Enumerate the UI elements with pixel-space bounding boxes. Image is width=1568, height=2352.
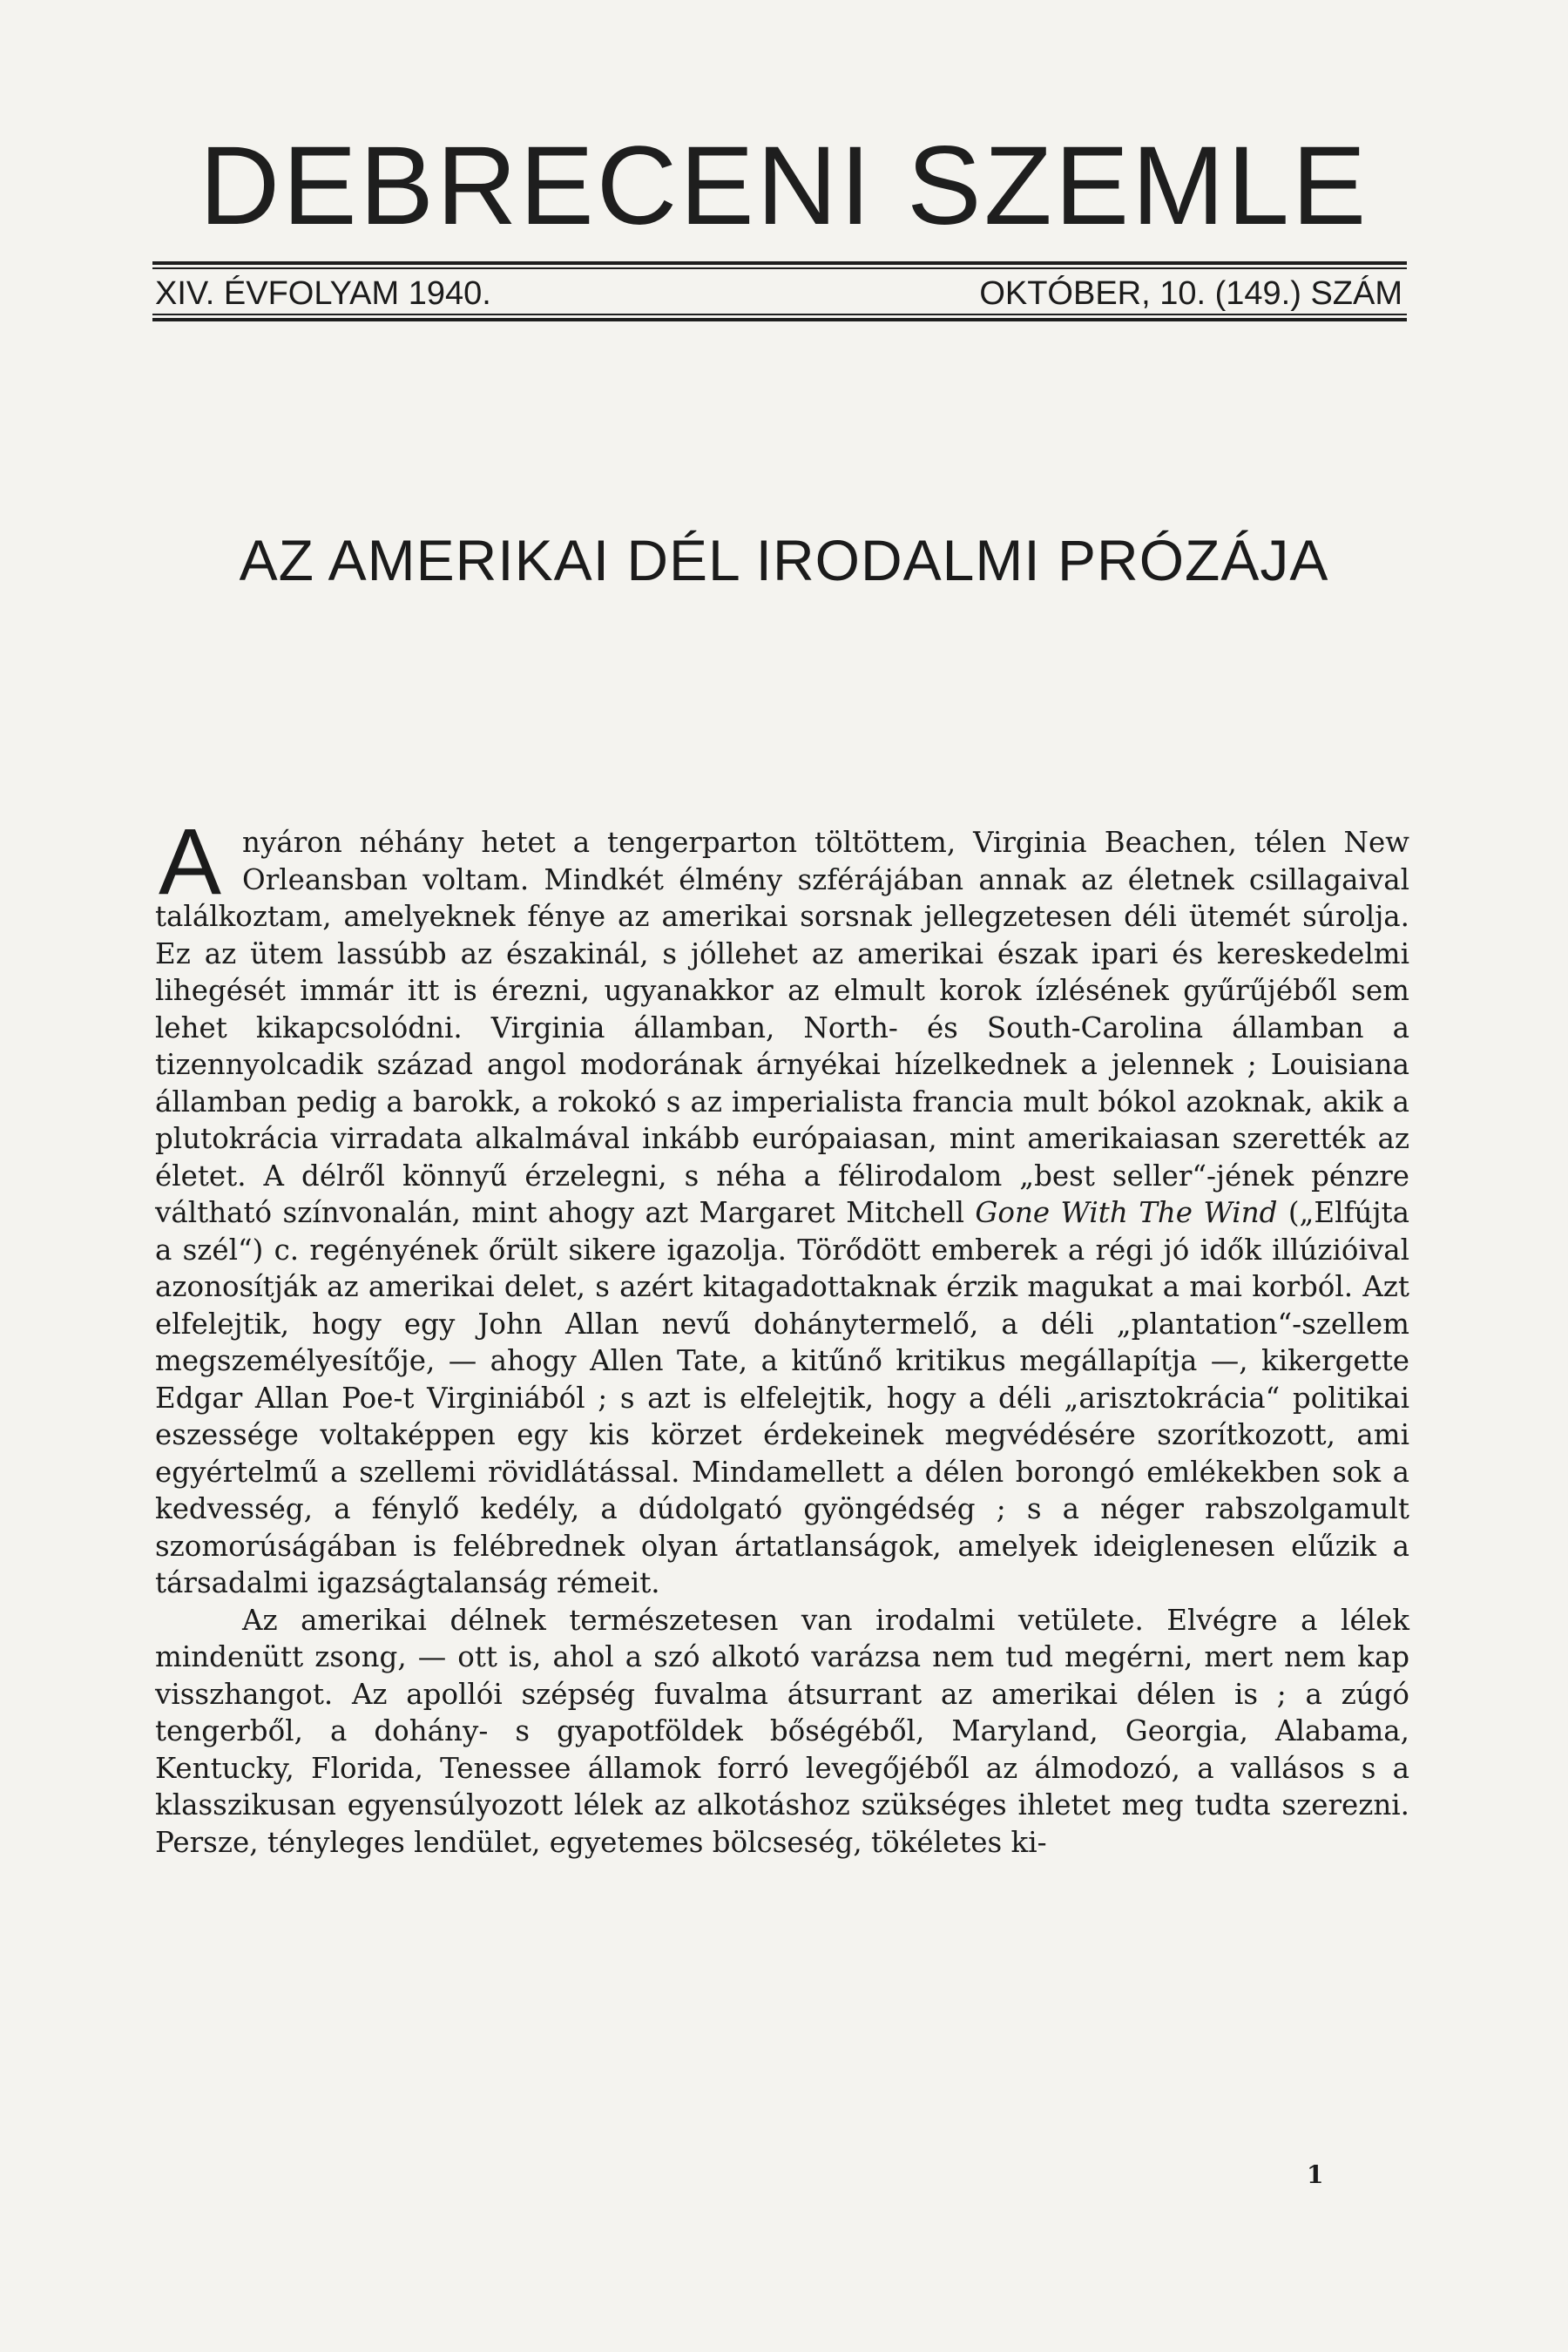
journal-masthead-title: DEBRECENI SZEMLE <box>199 124 1369 248</box>
italic-book-title: Gone With The Wind <box>975 1196 1278 1229</box>
masthead-rule-top-thin <box>152 267 1407 269</box>
paragraph-1 <box>155 808 1409 1602</box>
masthead-rule-bottom-thin <box>152 314 1407 315</box>
masthead-rule-bottom-thick <box>152 318 1407 321</box>
article-body <box>155 808 1409 1861</box>
page-number: 1 <box>1307 2160 1324 2189</box>
article-title: AZ AMERIKAI DÉL IRODALMI PRÓZÁJA <box>239 528 1329 592</box>
volume-year: XIV. ÉVFOLYAM 1940. <box>155 275 491 312</box>
paragraph-2: Az amerikai délnek természetesen van irodalmi vetülete. Elvégre a lélek mindenütt zsong, — ott is, ahol a szó alkotó varázsa nem tud megérni, mert nem kap visszhangot. Az apollói szépség fuvalma átsurrant az amerikai délen is ; a zúgó tengerből, a dohány- s gyapotföldek bőségéből, Maryland, Georgia, Alabama, Kentucky, Florida, Tenessee államok forró levegőjéből az álmodozó, a vallásos s a klasszikusan egyensúlyozott lélek az alkotáshoz szükséges ihletet meg tudta szerezni. Persze, tényleges lendület, egyetemes bölcseség, tökéletes ki- <box>155 1603 1409 1859</box>
paragraph-1-text: nyáron néhány hetet a tengerparton töltöttem, Virginia Beachen, télen New Orleansban voltam. Mindkét élmény szférájában annak az életnek csillagaival találkoztam, amelyeknek fénye az amerikai sorsnak jellegzetesen déli ütemét súrolja. Ez az ütem lassúbb az északinál, s jóllehet az amerikai észak ipari és kereskedelmi lihegését immár itt is érezni, ugyanakkor az elmult korok ízlésének gyűrűjéből sem lehet kikapcsolódni. Virginia államban, North- és South-Carolina államban a tizennyolcadik század angol modorának árnyékai hízelkednek a jelennek ; Louisiana államban pedig a barokk, a rokokó s az imperialista francia mult bókol azoknak, akik a plutokrácia virradata alkalmával inkább európaiasan, mint amerikaiasan szerették az életet. A délről könnyű érzelegni, s néha a félirodalom „best seller“-jének pénzre váltható színvonalán, mint ahogy azt Margaret Mitchell <box>155 826 1409 1229</box>
paragraph-1-continued: („Elfújta a szél“) c. regényének őrült sikere igazolja. Törődött emberek a régi jó idők illúzióival azonosítják az amerikai delet, s azért kitagadottaknak érzik magukat a mai korból. Azt elfelejtik, hogy egy John Allan nevű dohánytermelő, a déli „plantation“-szellem megszemélyesítője, — ahogy Allen Tate, a kitűnő kritikus megállapítja —, kikergette Edgar Allan Poe-t Virginiából ; s azt is elfelejtik, hogy a déli „arisztokrácia“ politikai eszessége voltaképpen egy kis körzet érdekeinek megvédésére szorítkozott, ami egyértelmű a szellemi rövidlátással. Mindamellett a délen borongó emlékekben sok a kedvesség, a fénylő kedély, a dúdolgató gyöngédség ; s a néger rabszolgamult szomorúságában is felébrednek olyan ártatlanságok, amelyek ideiglenesen elűzik a társadalmi igazságtalanság rémeit. <box>155 1196 1409 1599</box>
issue-line <box>155 277 1402 310</box>
masthead-rule-top-thick <box>152 261 1407 265</box>
drop-cap: A <box>159 808 222 914</box>
issue-date-number: OKTÓBER, 10. (149.) SZÁM <box>979 275 1402 312</box>
